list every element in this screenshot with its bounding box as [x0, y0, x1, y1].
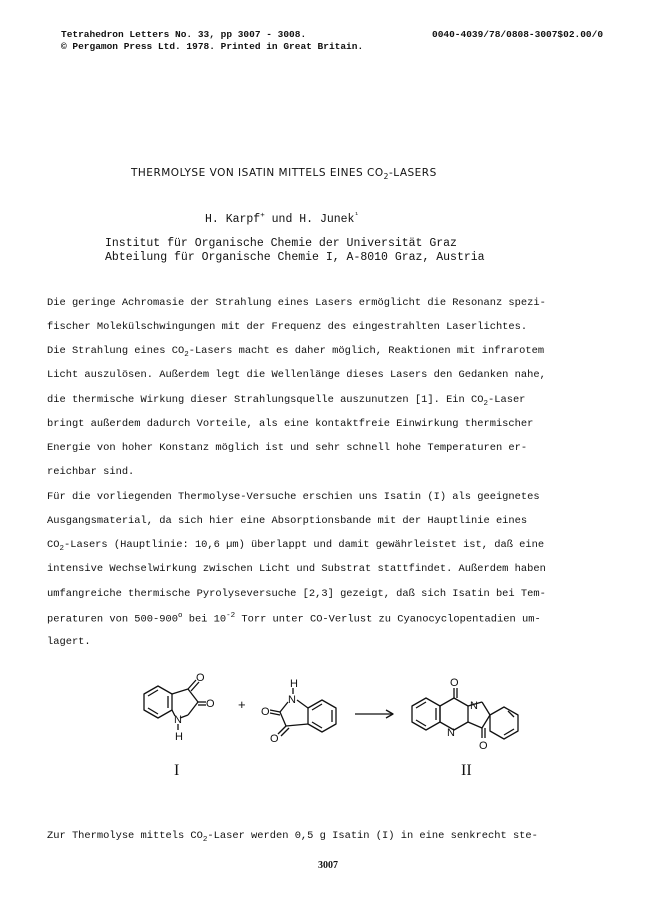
- author-first: H. Karpf: [205, 212, 261, 226]
- product-II-nitrogen-1: N: [470, 700, 478, 712]
- para2-line-6-sup: o: [177, 612, 183, 620]
- para2-line-3b: -Lasers (Hauptlinie: 10,6 µm) überlappt und damit gewährleistet ist, daß eine: [64, 539, 545, 551]
- isatin-second-hydrogen: H: [290, 678, 298, 690]
- para2-line-7: lagert.: [47, 636, 91, 648]
- isatin-I-oxygen-1: O: [196, 672, 205, 684]
- plus-sign: +: [238, 697, 246, 712]
- para1-line-3-sub: 2: [184, 351, 189, 360]
- para3-line-1a: Zur Thermolyse mittels CO: [47, 830, 203, 842]
- para2-line-6b: bei 10: [182, 613, 227, 626]
- product-II-oxygen-2: O: [479, 740, 488, 752]
- isatin-second-oxygen-2: O: [270, 733, 279, 745]
- para1-line-1: Die geringe Achromasie der Strahlung eines Lasers ermöglicht die Resonanz spezi-: [47, 297, 546, 309]
- para1-line-2: fischer Molekülschwingungen mit der Frequenz des eingestrahlten Laserlichtes.: [47, 321, 528, 333]
- para2-line-3-sub: 2: [59, 545, 64, 554]
- author-first-mark: +: [260, 212, 265, 220]
- reaction-arrow: [355, 710, 393, 718]
- copyright-line: © Pergamon Press Ltd. 1978. Printed in Great Britain.: [61, 41, 364, 52]
- para3-line-1: [47, 830, 538, 844]
- para1-line-7: Energie von hoher Konstanz möglich ist und sehr schnell hohe Temperaturen er-: [47, 442, 528, 454]
- author-second-mark: ¹: [354, 212, 359, 220]
- title-subscript: 2: [383, 172, 389, 182]
- journal-citation: Tetrahedron Letters No. 33, pp 3007 - 3008.: [61, 29, 307, 40]
- para1-line-3a: Die Strahlung eines CO: [47, 345, 185, 357]
- para1-line-3: [47, 345, 544, 359]
- para1-line-3b: -Lasers macht es daher möglich, Reaktionen mit infrarotem: [188, 345, 545, 357]
- para2-line-4: intensive Wechselwirkung zwischen Licht und Substrat stattfindet. Außerdem haben: [47, 563, 546, 575]
- para2-line-6: [47, 612, 541, 625]
- author-connector: und H. Junek: [264, 212, 355, 226]
- para2-line-6c: Torr unter CO-Verlust zu Cyanocyclopentadien um-: [235, 613, 541, 626]
- para2-line-2: Ausgangsmaterial, da sich hier eine Absorptionsbande mit der Hauptlinie eines: [47, 515, 528, 527]
- title-end: -LASERS: [388, 167, 437, 179]
- isatin-second-structure: [270, 688, 336, 736]
- para1-line-5-sub: 2: [483, 400, 488, 409]
- product-II-oxygen-1: O: [450, 677, 459, 689]
- article-code: 0040-4039/78/0808-3007$02.00/0: [432, 29, 604, 40]
- para2-line-6a: peraturen von 500-900: [47, 613, 178, 626]
- product-II-ring-3: [490, 707, 518, 739]
- isatin-I-oxygen-2: O: [206, 698, 215, 710]
- affiliation-line-1: Institut für Organische Chemie der Universität Graz: [105, 237, 457, 250]
- para2-line-5: umfangreiche thermische Pyrolyseversuche [2,3] gezeigt, daß sich Isatin bei Tem-: [47, 588, 546, 600]
- isatin-I-nitrogen: N: [174, 714, 182, 726]
- para1-line-5: [47, 394, 525, 408]
- paper-title: [131, 167, 437, 181]
- para3-line-1-sub: 2: [202, 836, 208, 845]
- compound-label-II: II: [461, 762, 472, 779]
- para2-line-3: [47, 539, 544, 553]
- reaction-scheme: [130, 672, 540, 787]
- para1-line-5b: -Laser: [488, 394, 526, 406]
- authors-line: [205, 212, 359, 226]
- isatin-second-nitrogen: N: [288, 694, 296, 706]
- isatin-second-oxygen-1: O: [261, 706, 270, 718]
- para1-line-8: reichbar sind.: [47, 466, 135, 478]
- compound-label-I: I: [174, 762, 180, 779]
- isatin-I-hydrogen: H: [175, 731, 183, 743]
- para1-line-6: bringt außerdem dadurch Vorteile, als eine kontaktfreie Einwirkung thermischer: [47, 418, 534, 430]
- product-II-nitrogen-2: N: [447, 727, 455, 739]
- title-main: THERMOLYSE VON ISATIN MITTELS EINES CO: [131, 167, 384, 179]
- para1-line-4: Licht auszulösen. Außerdem legt die Wellenlänge dieses Lasers den Gedanken nahe,: [47, 369, 546, 381]
- page-number: 3007: [318, 860, 338, 871]
- para1-line-5a: die thermische Wirkung dieser Strahlungsquelle auszunutzen [1]. Ein CO: [47, 394, 484, 406]
- para2-line-3a: CO: [47, 539, 60, 551]
- product-II-ring-2: [440, 698, 468, 730]
- para2-line-1: Für die vorliegenden Thermolyse-Versuche erschien uns Isatin (I) als geeignetes: [47, 491, 540, 503]
- para3-line-1b: -Laser werden 0,5 g Isatin (I) in eine senkrecht ste-: [207, 830, 538, 842]
- affiliation-line-2: Abteilung für Organische Chemie I, A-8010 Graz, Austria: [105, 251, 485, 264]
- para2-line-6-sup2: -2: [226, 612, 236, 620]
- product-II-structure: [412, 688, 518, 739]
